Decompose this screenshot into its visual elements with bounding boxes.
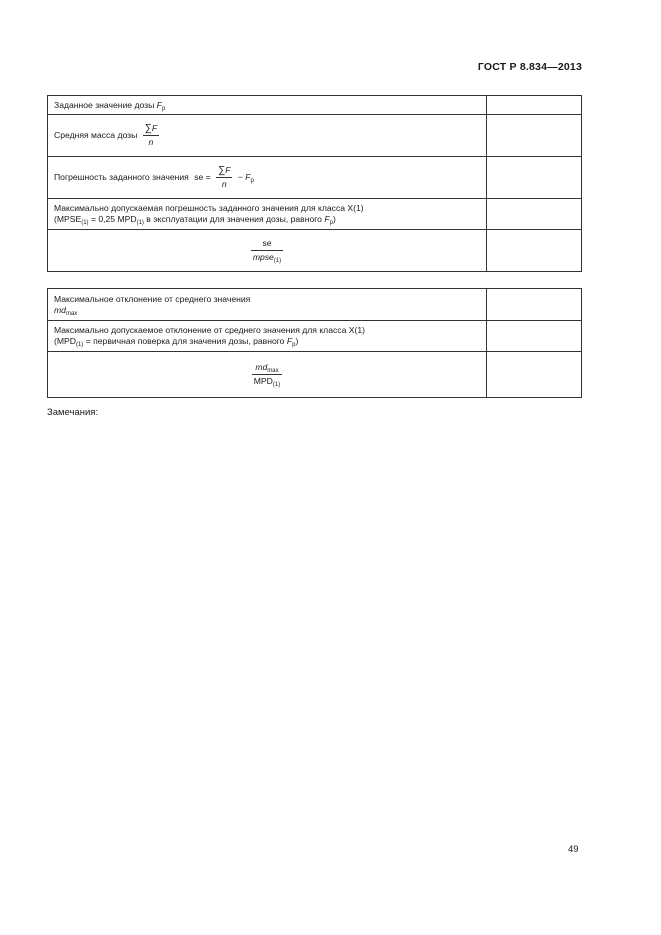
table-row [48, 230, 582, 272]
ratio-cell [48, 352, 487, 398]
table-cell-label: Максимальное отклонение от среднего значения $md_{max}$ [48, 289, 487, 321]
max-deviation-label: Максимальное отклонение от среднего значения [54, 293, 251, 304]
value-cell[interactable] [487, 199, 582, 230]
mean-dose-label: Средняя масса дозы [54, 129, 138, 140]
value-cell[interactable] [487, 230, 582, 272]
mean-formula [143, 123, 159, 148]
error-label: Погрешность заданного значения [54, 171, 189, 182]
ratio-denominator: MPD [253, 376, 273, 386]
mpse-label-line1: Максимально допускаемая погрешность заданного значения для класса Х(1) [54, 203, 364, 213]
se-ratio-formula: $\frac{se}{mpse_{(1)}}$ [252, 238, 282, 264]
value-cell[interactable] [487, 115, 582, 157]
table-cell-label [48, 96, 487, 115]
symbol-f: F [245, 171, 251, 182]
ratio-cell [48, 230, 487, 272]
table-row [48, 96, 582, 115]
mpd-label-line2: ($MPD_{(1)}$ = первичная поверка для значения дозы, равного $F_p$) [54, 336, 299, 348]
table-row [48, 115, 582, 157]
sum-sign: ∑ [218, 165, 226, 176]
value-cell[interactable] [487, 352, 582, 398]
table-cell-label [48, 321, 487, 352]
document-number: ГОСТ Р 8.834—2013 [477, 61, 582, 73]
dose-deviation-table [47, 288, 582, 398]
value-cell[interactable] [487, 96, 582, 115]
table-row [48, 157, 582, 199]
mpd-label-line1: Максимально допускаемое отклонение от среднего значения для класса Х(1) [54, 325, 365, 335]
table-cell-label [48, 199, 487, 230]
mpse-label-line2: ($MPSE_{(1)} = 0,25$ $MPD_{(1)}$ в эксплуатации для значения дозы, равного $F_p$) [54, 214, 336, 226]
value-cell[interactable] [487, 289, 582, 321]
table-row [48, 352, 582, 398]
numerator-var: F [151, 123, 158, 133]
denominator-var: n [148, 137, 154, 147]
value-cell[interactable] [487, 321, 582, 352]
notes-label: Замечания: [47, 407, 99, 418]
table-row [48, 289, 582, 321]
numerator-var: F [225, 165, 231, 175]
symbol-subscript: p [161, 105, 166, 112]
error-formula [216, 165, 232, 190]
table-row [48, 321, 582, 352]
nominal-dose-label: Заданное значение дозы [54, 99, 155, 110]
symbol-subscript: p [250, 177, 254, 184]
table-cell-label [48, 157, 487, 199]
sum-sign: ∑ [144, 123, 152, 134]
value-cell[interactable] [487, 157, 582, 199]
dose-accuracy-table [47, 95, 582, 272]
denominator-var: n [221, 179, 227, 189]
symbol-f: F [156, 99, 162, 110]
table-row [48, 199, 582, 230]
table-cell-label [48, 115, 487, 157]
page-number: 49 [568, 844, 579, 855]
ratio-denominator: mpse [252, 252, 274, 262]
minus-sign: − [237, 171, 243, 182]
formula-lhs: se = [194, 171, 211, 182]
symbol-md: md [54, 304, 66, 315]
ratio-numerator: se [251, 238, 283, 251]
md-ratio-formula: $\frac{md_{max}}{MPD_{(1)}}$ [253, 362, 281, 388]
ratio-numerator: md [255, 362, 268, 372]
